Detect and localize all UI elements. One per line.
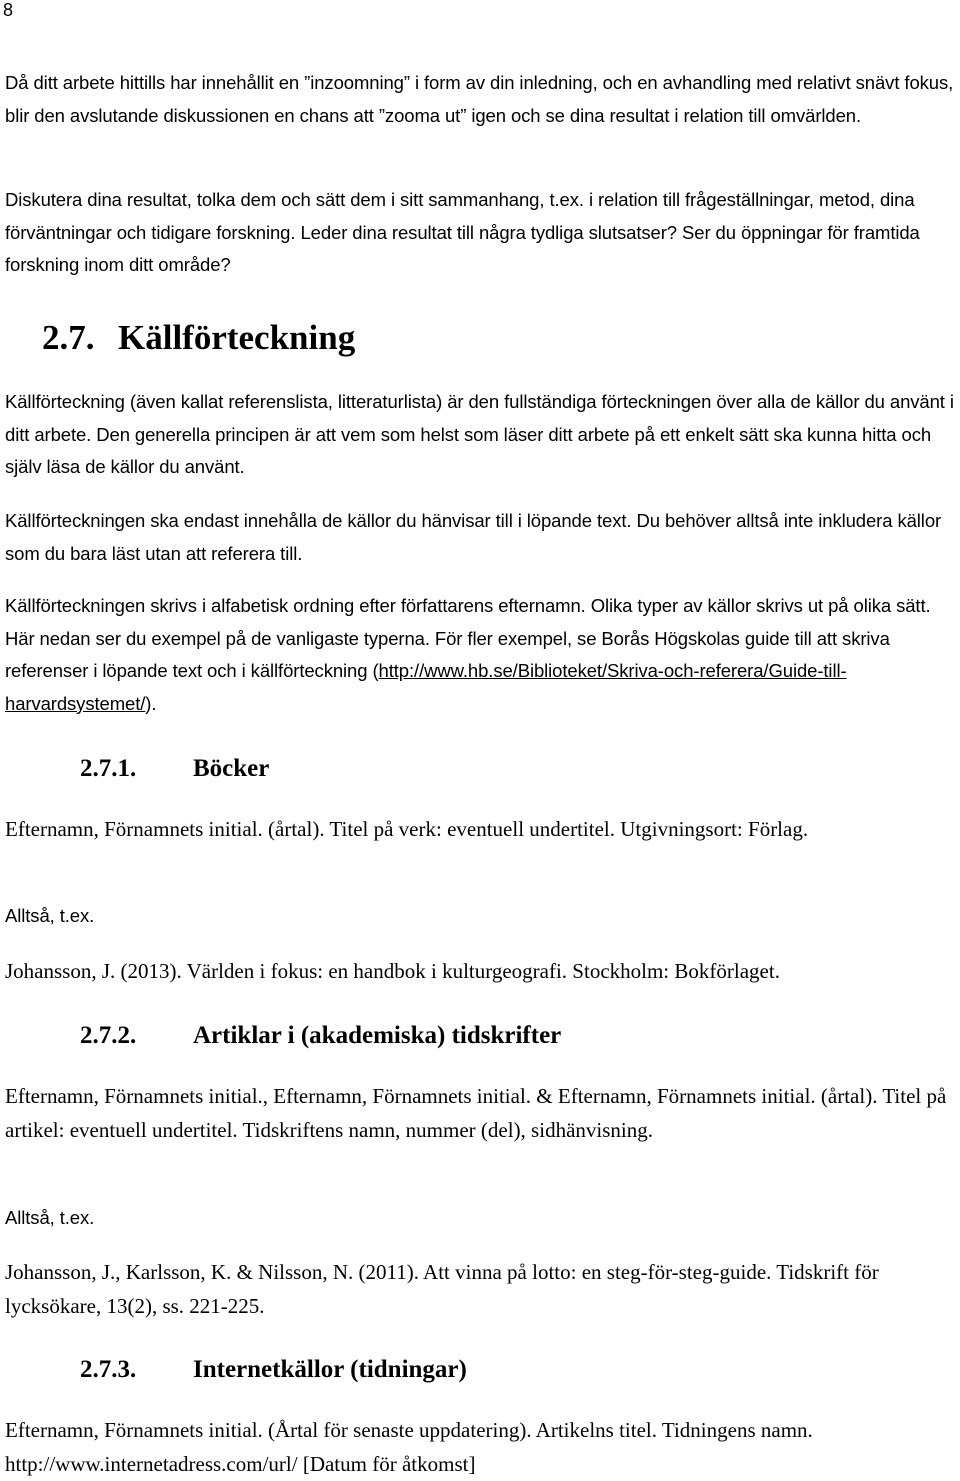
subsection-number: 2.7.2. <box>80 1022 137 1049</box>
link-open-paren: ( <box>372 660 379 681</box>
artiklar-example: Johansson, J., Karlsson, K. & Nilsson, N. (2011). Att vinna på lotto: en steg-för-steg-guide. Tidskrift för lycksökare, 13(2), ss. 221-225. <box>5 1260 879 1318</box>
intro-paragraph-2: Diskutera dina resultat, tolka dem och sätt dem i sitt sammanhang, t.ex. i relation till frågeställningar, metod, dina förväntningar och tidigare forskning. Leder dina resultat till några tydliga slutsatser? Ser du öppningar för framtida forskning inom ditt område? <box>5 189 920 275</box>
subsection-number: 2.7.3. <box>80 1356 137 1383</box>
section-heading-kallforteckning <box>42 318 355 358</box>
artiklar-example-label: Alltså, t.ex. <box>5 1207 95 1228</box>
artiklar-format: Efternamn, Förnamnets initial., Efternamn, Förnamnets initial. & Efternamn, Förnamnets initial. (årtal). Titel på artikel: eventuell undertitel. Tidskriftens namn, nummer (del), sidhänvisning. <box>5 1084 947 1142</box>
page-number: 8 <box>3 0 14 20</box>
bocker-format: Efternamn, Förnamnets initial. (årtal). Titel på verk: eventuell undertitel. Utgivningsort: Förlag. <box>5 817 809 841</box>
kallforteckning-paragraph-2: Källförteckningen ska endast innehålla de källor du hänvisar till i löpande text. Du behöver alltså inte inkludera källor som du bara läst utan att referera till. <box>5 510 942 564</box>
subsection-heading-artiklar <box>80 1021 561 1051</box>
section-number: 2.7. <box>42 318 95 357</box>
subsection-title: Artiklar i (akademiska) tidskrifter <box>193 1022 562 1049</box>
bocker-example: Johansson, J. (2013). Världen i fokus: en handbok i kulturgeografi. Stockholm: Bokförlaget. <box>5 959 780 983</box>
subsection-number: 2.7.1. <box>80 755 137 782</box>
harvard-guide-link[interactable]: http://www.hb.se/Biblioteket/Skriva-och-referera/Guide-till-harvardsystemet/ <box>5 660 847 714</box>
section-title: Källförteckning <box>118 318 356 357</box>
subsection-heading-bocker <box>80 754 269 784</box>
subsection-title: Internetkällor (tidningar) <box>193 1356 467 1383</box>
subsection-heading-internetkallor <box>80 1355 467 1385</box>
intro-paragraph-1: Då ditt arbete hittills har innehållit en ”inzoomning” i form av din inledning, och en avhandling med relativt snävt fokus, blir den avslutande diskussionen en chans att ”zooma ut” igen och se dina resultat i relation till omvärlden. <box>5 72 954 126</box>
kallforteckning-paragraph-1: Källförteckning (även kallat referenslista, litteraturlista) är den fullständiga förteckningen över alla de källor du använt i ditt arbete. Den generella principen är att vem som helst som läser ditt arbete på ett enkelt sätt ska kunna hitta och själv läsa de källor du använt. <box>5 391 954 477</box>
link-close-paren: ). <box>145 692 157 714</box>
paragraph-text: Källförteckningen skrivs i alfabetisk ordning efter författarens efternamn. Olika typer av källor skrivs ut på olika sätt. Här nedan ser du exempel på de vanligaste typerna. För fler exempel, se Borås Högskolas guide till att skriva referenser i löpande text och i källförteckning <box>5 595 931 681</box>
kallforteckning-paragraph-3 <box>5 590 957 720</box>
bocker-example-label: Alltså, t.ex. <box>5 905 95 926</box>
subsection-title: Böcker <box>193 755 270 782</box>
internetkallor-format: Efternamn, Förnamnets initial. (Årtal för senaste uppdatering). Artikelns titel. Tidningens namn. http://www.internetadress.com/url/ [Datum för åtkomst] <box>5 1418 813 1476</box>
